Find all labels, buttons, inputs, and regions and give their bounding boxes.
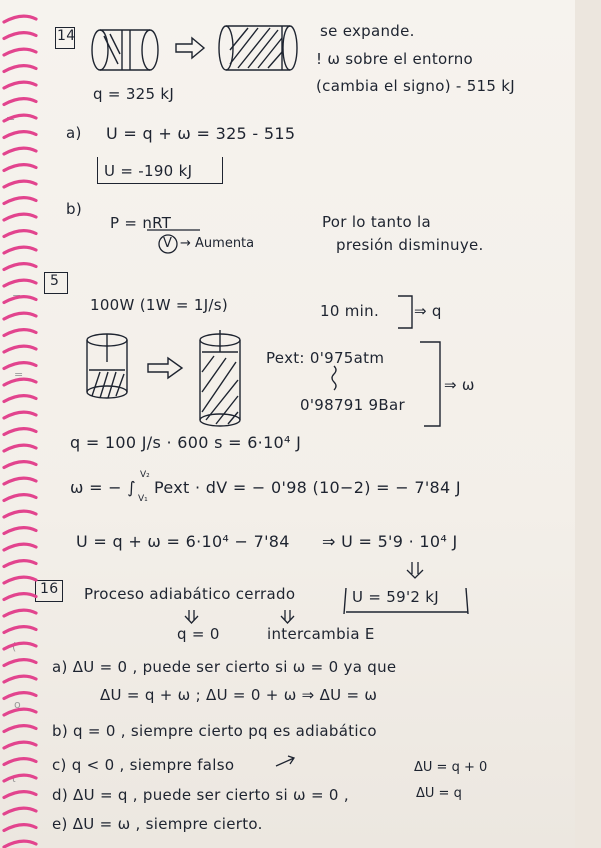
spiral-coil [4, 297, 36, 303]
spiral-coil [4, 429, 36, 435]
spiral-coil [4, 709, 36, 715]
work-line: ! ω sobre el entorno [316, 50, 474, 68]
margin-mark: = [6, 112, 16, 125]
answer-d-side: ΔU = q [416, 786, 462, 801]
spiral-coil [4, 231, 36, 237]
spiral-coil [4, 82, 36, 88]
pext-conversion: 0'98791 9Bar [300, 396, 405, 414]
problem-15-number: 5 [50, 273, 60, 289]
part-b-conclusion-2: presión disminuye. [336, 236, 484, 254]
margin-mark: ( [12, 640, 17, 653]
spiral-coil [4, 16, 36, 22]
q-zero: q = 0 [177, 625, 220, 643]
cylinder-piston-after-icon [200, 330, 240, 426]
arrow-right-icon [176, 38, 204, 58]
margin-mark: = [12, 290, 22, 303]
spiral-coil [4, 313, 36, 319]
spiral-coil [4, 792, 36, 798]
spiral-coil [4, 643, 36, 649]
spiral-coil [4, 99, 36, 105]
spiral-coil [4, 148, 36, 154]
problem-16-number: 16 [40, 581, 59, 597]
spiral-coil [4, 165, 36, 171]
spiral-coil [4, 561, 36, 567]
answer-e: e) ΔU = ω , siempre cierto. [52, 815, 263, 833]
spiral-coil [4, 759, 36, 765]
spiral-binding [0, 0, 40, 848]
spiral-coil [4, 775, 36, 781]
part-b-denominator: V [163, 236, 172, 251]
margin-mark: o [14, 698, 21, 711]
spiral-coil [4, 412, 36, 418]
spiral-coil [4, 66, 36, 72]
to-q: ⇒ q [414, 302, 442, 320]
spiral-coil [4, 214, 36, 220]
spiral-coil [4, 841, 36, 847]
integral-upper: V₂ [140, 470, 150, 480]
spiral-coil [4, 808, 36, 814]
margin-mark: = [14, 368, 24, 381]
answer-a-sub: ΔU = q + ω ; ΔU = 0 + ω ⇒ ΔU = ω [100, 686, 378, 704]
u-equation: U = q + ω = 6·10⁴ − 7'84 [76, 532, 290, 551]
spiral-coil [4, 462, 36, 468]
spiral-coil [4, 594, 36, 600]
spiral-coil [4, 742, 36, 748]
spiral-coil [4, 396, 36, 402]
part-a-result: U = -190 kJ [104, 162, 193, 180]
spiral-coil [4, 198, 36, 204]
part-b-label: b) [66, 200, 82, 218]
q-given: q = 325 kJ [93, 85, 175, 103]
spiral-coil [4, 660, 36, 666]
spiral-coil [4, 346, 36, 352]
answer-b: b) q = 0 , siempre cierto pq es adiabático [52, 722, 377, 740]
spiral-coil [4, 132, 36, 138]
arrow-right-icon [148, 358, 182, 378]
cylinder-expanded-icon [219, 26, 297, 70]
time-statement: 10 min. [320, 302, 380, 320]
spiral-coil [4, 627, 36, 633]
spiral-coil [4, 280, 36, 286]
spiral-coil [4, 33, 36, 39]
answer-c-side: ΔU = q + 0 [414, 760, 488, 775]
answer-a: a) ΔU = 0 , puede ser cierto si ω = 0 ya que [52, 658, 397, 676]
u-boxed-result: U = 59'2 kJ [352, 588, 440, 606]
spiral-coil [4, 379, 36, 385]
spiral-coil [4, 49, 36, 55]
integral-lower: V₁ [138, 494, 148, 504]
part-a-label: a) [66, 124, 82, 142]
pext-value: Pext: 0'975atm [266, 349, 385, 367]
expand-label: se expande. [320, 22, 415, 40]
w-equation-b: Pext · dV = − 0'98 (10−2) = − 7'84 J [154, 478, 461, 497]
u-result: ⇒ U = 5'9 · 10⁴ J [322, 532, 458, 551]
problem-14-number: 14 [57, 28, 76, 44]
spiral-coil [4, 528, 36, 534]
q-equation: q = 100 J/s · 600 s = 6·10⁴ J [70, 433, 302, 452]
spiral-coil [4, 445, 36, 451]
part-b-arrow: → Aumenta [180, 236, 255, 251]
margin-mark: ι [12, 772, 16, 785]
spiral-coil [4, 115, 36, 121]
part-a-equation: U = q + ω = 325 - 515 [106, 124, 296, 143]
spiral-coil [4, 676, 36, 682]
spiral-coil [4, 544, 36, 550]
cylinder-piston-before-icon [87, 334, 127, 398]
spiral-coil [4, 264, 36, 270]
spiral-coil [4, 511, 36, 517]
spiral-coil [4, 726, 36, 732]
spiral-coil [4, 825, 36, 831]
exchange-label: intercambia E [267, 625, 375, 643]
spiral-coil [4, 610, 36, 616]
spiral-coil [4, 478, 36, 484]
spiral-coil [4, 363, 36, 369]
spiral-coil [4, 693, 36, 699]
spiral-coil [4, 247, 36, 253]
problem-16-title: Proceso adiabático cerrado [84, 585, 296, 603]
part-b-equation: P = nRT [110, 214, 172, 232]
spiral-coil [4, 577, 36, 583]
answer-d: d) ΔU = q , puede ser cierto si ω = 0 , [52, 786, 349, 804]
power-statement: 100W (1W = 1J/s) [90, 296, 229, 314]
cylinder-compressed-icon [92, 30, 158, 70]
w-equation-a: ω = − ∫ [70, 478, 136, 497]
to-w: ⇒ ω [444, 376, 475, 394]
spiral-coil [4, 181, 36, 187]
part-b-conclusion-1: Por lo tanto la [322, 213, 432, 231]
answer-c: c) q < 0 , siempre falso [52, 756, 235, 774]
sign-line: (cambia el signo) - 515 kJ [316, 77, 516, 95]
spiral-coil [4, 495, 36, 501]
spiral-coil [4, 330, 36, 336]
